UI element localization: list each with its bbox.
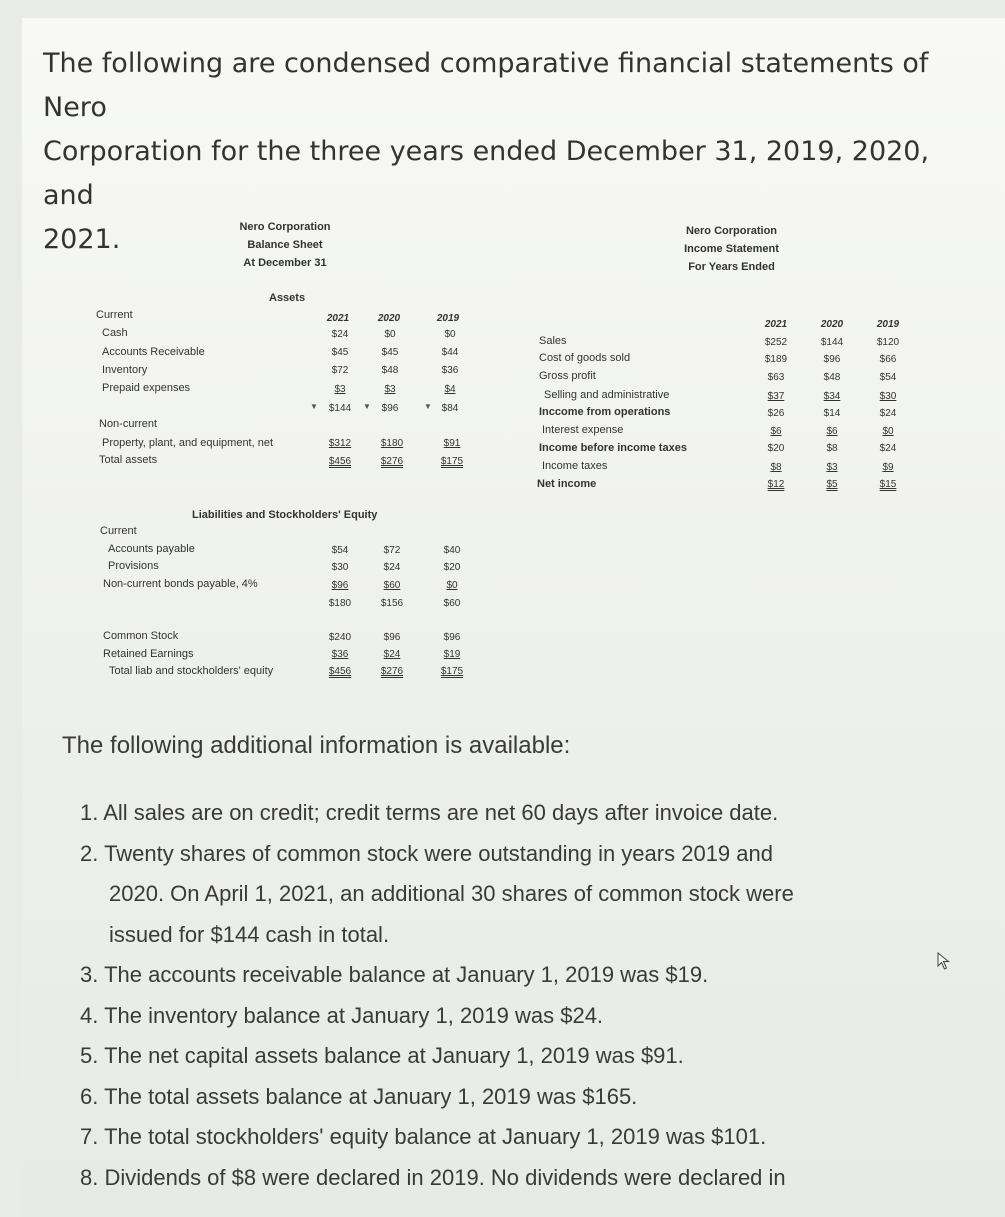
gross-profit-2021: $63 [767,372,785,383]
net-income-2021: $12 [767,479,785,490]
ap-2020: $72 [383,545,401,556]
provisions-2019: $20 [443,562,461,573]
income-before-taxes-2019: $24 [879,443,897,454]
is-year-2019: 2019 [876,319,900,330]
gross-profit-2020: $48 [823,372,841,383]
ap-2019: $40 [443,545,461,556]
list-item: 2. Twenty shares of common stock were outstanding in years 2019 and [80,840,773,866]
additional-intro-text: The following additional information is available: [62,732,571,759]
row-label-cash: Cash [102,327,128,339]
total-assets-2021: $456 [328,456,352,467]
row-label-total-assets: Total assets [99,454,158,466]
provisions-2020: $24 [383,562,401,573]
provisions-2021: $30 [331,562,349,573]
tick-mark: ▼ [363,402,371,411]
row-label-inventory: Inventory [102,364,148,376]
ar-2021: $45 [331,347,349,358]
row-label-common-stock: Common Stock [103,630,179,642]
income-operations-2021: $26 [767,408,785,419]
bs-year-2019: 2019 [436,313,460,324]
ppe-2019: $91 [443,438,461,449]
list-item: issued for $144 cash in total. [109,921,390,947]
income-statement-title [669,222,794,276]
income-before-taxes-2021: $20 [767,443,785,454]
total-liab-equity-2020: $276 [380,666,404,677]
total-liabilities-2020: $156 [380,598,404,609]
total-liab-equity-2019: $175 [440,666,464,677]
common-stock-2020: $96 [383,632,401,643]
gross-profit-2019: $54 [879,372,897,383]
assets-heading: Assets [269,292,306,304]
list-item: 3. The accounts receivable balance at January 1, 2019 was $19. [80,962,709,987]
ppe-2021: $312 [328,438,352,449]
prepaid-2020: $3 [384,384,396,395]
row-label-selling-admin: Selling and administrative [544,389,670,401]
total-liabilities-2019: $60 [443,598,461,609]
row-label-income-taxes: Income taxes [542,460,608,472]
current-assets-2020: $96 [381,403,399,414]
ar-2020: $45 [381,347,399,358]
page-header [43,42,988,262]
row-label-sales: Sales [539,335,567,347]
inventory-2019: $36 [441,365,459,376]
list-item: 5. The net capital assets balance at January 1, 2019 was $91. [80,1043,684,1068]
total-liabilities-2021: $180 [328,598,352,609]
bs-title-statement: Balance Sheet [247,239,323,251]
liabilities-heading: Liabilities and Stockholders' Equity [192,509,378,521]
list-item: 4. The inventory balance at January 1, 2019 was $24. [80,1002,604,1028]
interest-2019: $0 [882,426,894,437]
is-year-2021: 2021 [764,319,788,330]
sales-2020: $144 [820,337,844,348]
inventory-2021: $72 [331,365,349,376]
ap-2021: $54 [331,545,349,556]
bonds-2019: $0 [446,580,458,591]
list-item: 1. All sales are on credit; credit terms are net 60 days after invoice date. [80,800,779,825]
bonds-2021: $96 [331,580,349,591]
current-assets-2019: $84 [441,403,459,414]
income-taxes-2021: $8 [770,462,782,473]
row-label-ppe: Property, plant, and equipment, net [102,437,274,449]
retained-earnings-2021: $36 [331,649,349,660]
income-operations-2020: $14 [823,408,841,419]
income-before-taxes-2020: $8 [826,443,838,454]
additional-info-list [80,793,985,1198]
cogs-2019: $66 [879,354,897,365]
selling-admin-2019: $30 [879,391,897,402]
tick-mark: ▼ [424,402,432,411]
ppe-2020: $180 [380,438,404,449]
total-assets-2019: $175 [440,456,464,467]
row-label-cogs: Cost of goods sold [539,352,631,364]
common-stock-2019: $96 [443,632,461,643]
current-liabilities-label: Current [100,525,137,537]
total-assets-2020: $276 [380,456,404,467]
cash-2020: $0 [384,329,396,340]
balance-sheet-title [225,218,345,272]
row-label-total-liab-equity: Total liab and stockholders' equity [109,665,274,677]
row-label-income-before-taxes: Income before income taxes [539,442,687,454]
non-current-label: Non-current [99,418,158,430]
mouse-pointer-icon [937,952,951,970]
current-assets-label: Current [96,309,133,321]
total-liab-equity-2021: $456 [328,666,352,677]
common-stock-2021: $240 [328,632,352,643]
header-line: 2021. [43,224,121,255]
is-title-period: For Years Ended [688,261,775,273]
row-label-prepaid: Prepaid expenses [102,382,191,394]
list-item: 6. The total assets balance at January 1, 2019 was $165. [80,1083,638,1109]
inventory-2020: $48 [381,365,399,376]
row-label-ap: Accounts payable [108,543,195,555]
sales-2019: $120 [876,337,900,348]
is-year-2020: 2020 [820,319,844,330]
bs-title-date: At December 31 [243,257,327,269]
interest-2020: $6 [826,426,838,437]
row-label-bonds: Non-current bonds payable, 4% [103,578,258,590]
income-operations-2019: $24 [879,408,897,419]
income-taxes-2020: $3 [826,462,838,473]
selling-admin-2021: $37 [767,391,785,402]
list-item: 8. Dividends of $8 were declared in 2019. No dividends were declared in [80,1164,786,1190]
cogs-2020: $96 [823,354,841,365]
header-line: Corporation for the three years ended December 31, 2019, 2020, and [43,136,930,211]
row-label-ar: Accounts Receivable [102,346,205,358]
cash-2019: $0 [444,329,456,340]
net-income-2019: $15 [879,479,897,490]
header-line: The following are condensed comparative financial statements of Nero [43,48,929,123]
prepaid-2021: $3 [334,384,346,395]
bs-year-2021: 2021 [326,313,350,324]
ar-2019: $44 [441,347,459,358]
bonds-2020: $60 [383,580,401,591]
row-label-net-income: Net income [537,478,597,490]
row-label-interest: Interest expense [542,424,624,436]
net-income-2020: $5 [826,479,838,490]
prepaid-2019: $4 [444,384,456,395]
current-assets-2021: $144 [328,403,352,414]
list-item: 7. The total stockholders' equity balance at January 1, 2019 was $101. [80,1124,767,1149]
cogs-2021: $189 [764,354,788,365]
interest-2021: $6 [770,426,782,437]
retained-earnings-2019: $19 [443,649,461,660]
additional-info-intro [62,726,570,766]
sales-2021: $252 [764,337,788,348]
cash-2021: $24 [331,329,349,340]
row-label-gross-profit: Gross profit [539,370,596,382]
retained-earnings-2020: $24 [383,649,401,660]
row-label-retained-earnings: Retained Earnings [103,648,194,660]
bs-year-2020: 2020 [377,313,401,324]
list-item: 2020. On April 1, 2021, an additional 30 shares of common stock were [109,881,794,906]
tick-mark: ▼ [310,402,318,411]
row-label-provisions: Provisions [108,560,159,572]
income-taxes-2019: $9 [882,462,894,473]
is-title-statement: Income Statement [684,243,779,255]
is-title-company: Nero Corporation [685,225,778,237]
selling-admin-2020: $34 [823,391,841,402]
bs-title-company: Nero Corporation [239,221,331,233]
row-label-income-operations: Inccome from operations [539,406,671,418]
